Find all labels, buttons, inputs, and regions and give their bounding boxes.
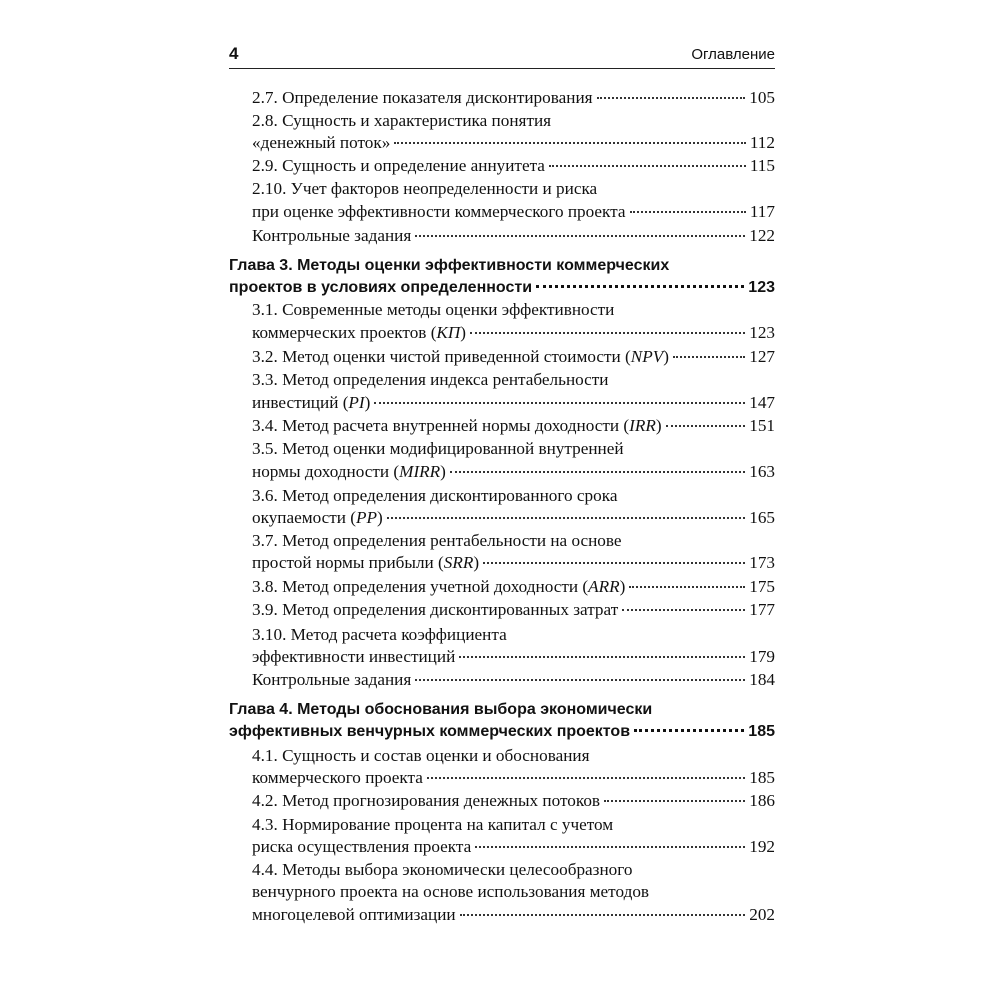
toc-entry-3-3[interactable] xyxy=(252,392,775,414)
leader-dots xyxy=(415,679,745,681)
abbreviation: КП xyxy=(436,323,461,342)
toc-entry-4-3[interactable] xyxy=(252,836,775,858)
chapter-title-cont: проектов в условиях определенности xyxy=(229,279,533,296)
running-title: Оглавление xyxy=(691,46,775,63)
toc-entry-title-cont: «денежный поток» xyxy=(252,133,391,152)
toc-entry-2-8-line1[interactable] xyxy=(252,110,775,132)
toc-page-number: 179 xyxy=(749,647,775,666)
toc-entry-3-9[interactable] xyxy=(252,599,775,621)
toc-page-number: 105 xyxy=(749,88,775,107)
leader-dots xyxy=(415,235,745,237)
toc-page-number: 186 xyxy=(749,791,775,810)
leader-dots xyxy=(394,142,746,144)
leader-dots xyxy=(549,165,746,167)
toc-page-number: 112 xyxy=(749,133,775,152)
toc-entry-title: 2.7. Определение показателя дисконтирования xyxy=(252,88,593,107)
toc-entry-3-7-line1[interactable] xyxy=(252,530,775,552)
toc-page-number: 122 xyxy=(749,226,775,245)
page-number: 4 xyxy=(229,44,239,63)
toc-page-number: 177 xyxy=(749,600,775,619)
toc-entry-control-tasks-2[interactable] xyxy=(252,225,775,247)
toc-page-number: 202 xyxy=(749,905,775,924)
leader-dots xyxy=(630,211,746,213)
leader-dots xyxy=(604,800,745,802)
toc-page-number: 117 xyxy=(749,202,775,221)
leader-dots xyxy=(597,97,746,99)
toc-entry-title-cont: инвестиций (PI) xyxy=(252,393,371,412)
toc-entry-title: 2.10. Учет факторов неопределенности и риска xyxy=(252,179,598,198)
toc-entry-title: 3.5. Метод оценки модифицированной внутренней xyxy=(252,439,624,458)
abbreviation: MIRR xyxy=(399,462,441,481)
chapter-title-cont: эффективных венчурных коммерческих проектов xyxy=(229,723,631,740)
toc-page-number: 185 xyxy=(749,768,775,787)
toc-entry-3-6-line1[interactable] xyxy=(252,485,775,507)
leader-dots xyxy=(427,777,745,779)
toc-entry-title-cont: простой нормы прибыли (SRR) xyxy=(252,553,480,572)
chapter-title: Глава 4. Методы обоснования выбора экономически xyxy=(229,701,653,718)
header-rule xyxy=(229,68,775,69)
toc-entry-2-10-line1[interactable] xyxy=(252,178,775,200)
toc-entry-title: 3.8. Метод определения учетной доходности (ARR) xyxy=(252,577,626,596)
toc-entry-title: 3.3. Метод определения индекса рентабельности xyxy=(252,370,609,389)
toc-entry-2-10[interactable] xyxy=(252,201,775,223)
toc-entry-title: 2.8. Сущность и характеристика понятия xyxy=(252,111,552,130)
toc-entry-title: 4.3. Нормирование процента на капитал с учетом xyxy=(252,815,614,834)
toc-page-number: 123 xyxy=(749,323,775,342)
toc-entry-3-1-line1[interactable] xyxy=(252,299,775,321)
leader-dots xyxy=(666,425,746,427)
toc-entry-title: 3.2. Метод оценки чистой приведенной стоимости (NPV) xyxy=(252,347,669,366)
toc-entry-title: Контрольные задания xyxy=(252,226,412,245)
toc-chapter-3[interactable] xyxy=(229,277,775,299)
toc-page-number: 115 xyxy=(749,156,775,175)
toc-entry-title: 4.2. Метод прогнозирования денежных потоков xyxy=(252,791,601,810)
toc-entry-2-8[interactable] xyxy=(252,132,775,154)
toc-page-number: 173 xyxy=(749,553,775,572)
leader-dots xyxy=(374,402,745,404)
toc-entry-title-cont: эффективности инвестиций xyxy=(252,647,456,666)
toc-page-number: 123 xyxy=(748,279,775,296)
abbreviation: IRR xyxy=(629,416,656,435)
toc-entry-3-2[interactable] xyxy=(252,346,775,368)
toc-entry-title: 4.1. Сущность и состав оценки и обоснования xyxy=(252,746,590,765)
toc-entry-title-cont: многоцелевой оптимизации xyxy=(252,905,456,924)
toc-entry-title: 4.4. Методы выбора экономически целесообразного xyxy=(252,860,633,879)
toc-entry-title: 3.1. Современные методы оценки эффективности xyxy=(252,300,615,319)
toc-entry-title: 3.9. Метод определения дисконтированных затрат xyxy=(252,600,619,619)
toc-chapter-4[interactable] xyxy=(229,721,775,743)
toc-entry-3-5-line1[interactable] xyxy=(252,438,775,460)
toc-entry-title-cont: венчурного проекта на основе использования методов xyxy=(252,882,650,901)
toc-entry-3-8[interactable] xyxy=(252,576,775,598)
toc-entry-title-cont: коммерческого проекта xyxy=(252,768,423,787)
toc-entry-title: Контрольные задания xyxy=(252,670,412,689)
leader-dots xyxy=(450,471,745,473)
toc-entry-4-4[interactable] xyxy=(252,904,775,926)
toc-entry-3-7[interactable] xyxy=(252,552,775,574)
leader-dots xyxy=(536,285,744,288)
abbreviation: PP xyxy=(356,508,378,527)
toc-entry-3-5[interactable] xyxy=(252,461,775,483)
toc-entry-title: 3.10. Метод расчета коэффициента xyxy=(252,625,507,644)
toc-entry-title-cont: коммерческих проектов (КП) xyxy=(252,323,466,342)
toc-entry-title: 3.4. Метод расчета внутренней нормы доходности (IRR) xyxy=(252,416,662,435)
toc-page-number: 165 xyxy=(749,508,775,527)
toc-entry-title: 3.7. Метод определения рентабельности на основе xyxy=(252,531,622,550)
running-header xyxy=(229,44,775,66)
leader-dots xyxy=(460,914,746,916)
toc-page-number: 192 xyxy=(749,837,775,856)
toc-chapter-3-line1[interactable] xyxy=(229,255,775,277)
toc-page-number: 127 xyxy=(749,347,775,366)
toc-entry-4-4-line1[interactable] xyxy=(252,859,775,881)
toc-entry-4-1[interactable] xyxy=(252,767,775,789)
abbreviation: PI xyxy=(348,393,365,412)
leader-dots xyxy=(634,729,744,732)
toc-page-number: 147 xyxy=(749,393,775,412)
toc-entry-3-1[interactable] xyxy=(252,322,775,344)
toc-page-number: 163 xyxy=(749,462,775,481)
toc-entry-3-6[interactable] xyxy=(252,507,775,529)
leader-dots xyxy=(387,517,745,519)
toc-entry-4-4-line2[interactable] xyxy=(252,881,775,903)
toc-entry-3-4[interactable] xyxy=(252,415,775,437)
leader-dots xyxy=(475,846,745,848)
toc-chapter-4-line1[interactable] xyxy=(229,699,775,721)
toc-page-number: 151 xyxy=(749,416,775,435)
toc-entry-title: 3.6. Метод определения дисконтированного срока xyxy=(252,486,618,505)
toc-entry-2-9[interactable] xyxy=(252,155,775,177)
toc-entry-title: 2.9. Сущность и определение аннуитета xyxy=(252,156,545,175)
leader-dots xyxy=(673,356,745,358)
leader-dots xyxy=(629,586,745,588)
toc-page-number: 185 xyxy=(748,723,775,740)
leader-dots xyxy=(483,562,745,564)
toc-entry-title-cont: нормы доходности (MIRR) xyxy=(252,462,446,481)
leader-dots xyxy=(459,656,745,658)
toc-entry-4-1-line1[interactable] xyxy=(252,745,775,767)
abbreviation: NPV xyxy=(630,347,664,366)
toc-entry-3-10[interactable] xyxy=(252,646,775,668)
abbreviation: SRR xyxy=(443,553,474,572)
toc-entry-4-3-line1[interactable] xyxy=(252,814,775,836)
toc-page-number: 184 xyxy=(749,670,775,689)
toc-entry-2-7[interactable] xyxy=(252,87,775,109)
abbreviation: ARR xyxy=(588,577,620,596)
toc-entry-control-tasks-3[interactable] xyxy=(252,669,775,691)
toc-entry-3-3-line1[interactable] xyxy=(252,369,775,391)
toc-entry-title-cont: при оценке эффективности коммерческого проекта xyxy=(252,202,626,221)
toc-entry-4-2[interactable] xyxy=(252,790,775,812)
chapter-title: Глава 3. Методы оценки эффективности коммерческих xyxy=(229,257,670,274)
toc-entry-title-cont: риска осуществления проекта xyxy=(252,837,472,856)
leader-dots xyxy=(470,332,745,334)
toc-entry-title-cont: окупаемости (PP) xyxy=(252,508,383,527)
toc-page-number: 175 xyxy=(749,577,775,596)
leader-dots xyxy=(622,609,745,611)
toc-entry-3-10-line1[interactable] xyxy=(252,624,775,646)
